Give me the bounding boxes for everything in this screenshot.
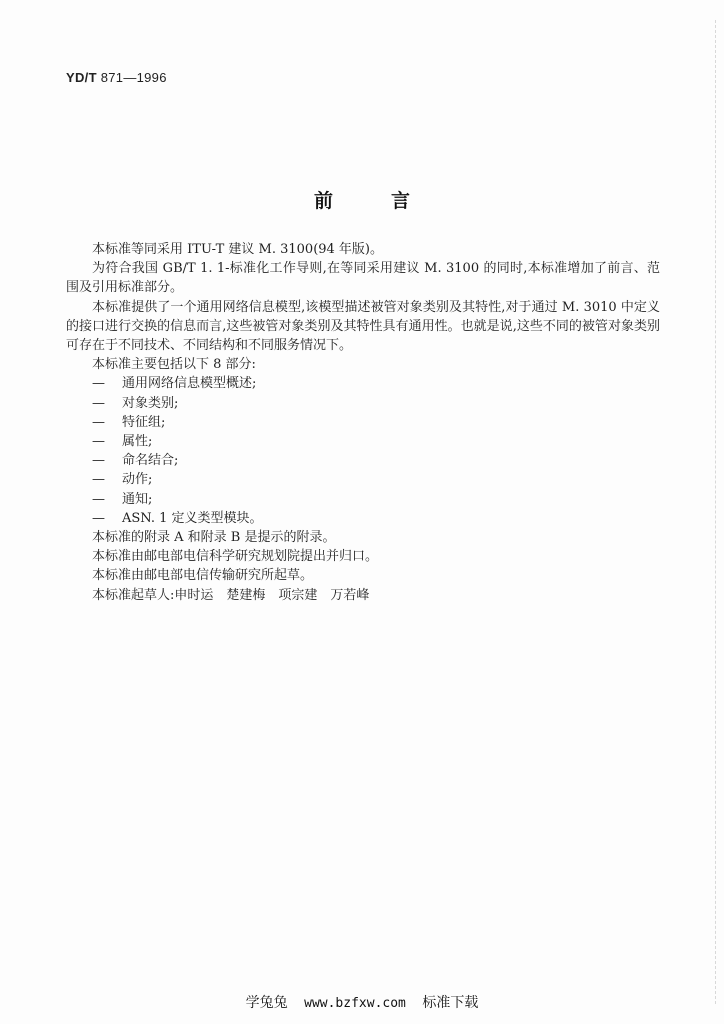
- list-item-text: 特征组;: [122, 414, 166, 430]
- paragraph: 本标准由邮电部电信传输研究所起草。: [92, 568, 314, 584]
- doc-code-prefix: YD/T: [66, 70, 97, 85]
- list-item: [66, 374, 660, 393]
- page-title: 前言: [313, 190, 468, 212]
- list-item-text: 命名结合;: [122, 453, 179, 469]
- paragraph: 本标准由邮电部电信科学研究规划院提出并归口。: [92, 549, 379, 565]
- footer-tagline: 标准下载: [422, 995, 479, 1011]
- list-dash: —: [92, 472, 105, 488]
- paragraph: 为符合我国 GB/T 1. 1-标准化工作导则,在等同采用建议 M. 3100 的同时,本标准增加了前言、范围及引用标准部分。: [66, 261, 660, 296]
- doc-code-number: 871—1996: [96, 70, 167, 85]
- list-item-text: 通知;: [122, 491, 153, 507]
- list-dash: —: [92, 491, 105, 507]
- list-item-text: 通用网络信息模型概述;: [122, 376, 257, 392]
- list-item-text: 动作;: [122, 472, 153, 488]
- list-item: [66, 490, 660, 509]
- list-dash: —: [92, 510, 105, 526]
- drafters-paragraph: 本标准起草人:申时运 楚建梅 项宗建 万若峰: [92, 587, 370, 603]
- list-item: [66, 470, 660, 489]
- list-dash: —: [92, 453, 105, 469]
- list-item: [66, 509, 660, 528]
- list-item: [66, 413, 660, 432]
- page-edge-dashes: [714, 20, 716, 1004]
- list-dash: —: [92, 434, 105, 450]
- contents-list: [66, 374, 660, 528]
- footer-site-link[interactable]: www.bzfxw.com: [304, 996, 406, 1011]
- footer-brand: 学兔兔: [245, 995, 288, 1011]
- list-item-text: 属性;: [122, 434, 153, 450]
- document-code: [66, 70, 167, 85]
- list-item-text: ASN. 1 定义类型模块。: [122, 510, 263, 526]
- list-dash: —: [92, 395, 105, 411]
- list-dash: —: [92, 376, 105, 392]
- paragraph: 本标准的附录 A 和附录 B 是提示的附录。: [92, 530, 336, 546]
- list-item: [66, 451, 660, 470]
- paragraph: 本标准提供了一个通用网络信息模型,该模型描述被管对象类别及其特性,对于通过 M. 3010 中定义的接口进行交换的信息而言,这些被管对象类别及其特性具有通用性。也就是说,这些不同的被管对象类别可存在于不同技术、不同结构和不同服务情况下。: [66, 299, 660, 354]
- paragraph: 本标准等同采用 ITU-T 建议 M. 3100(94 年版)。: [92, 242, 384, 257]
- document-body: [66, 240, 660, 605]
- footer-watermark: [0, 992, 724, 1012]
- list-item-text: 对象类别;: [122, 395, 179, 411]
- paragraph: 本标准主要包括以下 8 部分:: [92, 357, 256, 373]
- list-item: [66, 394, 660, 413]
- list-item: [66, 432, 660, 451]
- list-dash: —: [92, 414, 105, 430]
